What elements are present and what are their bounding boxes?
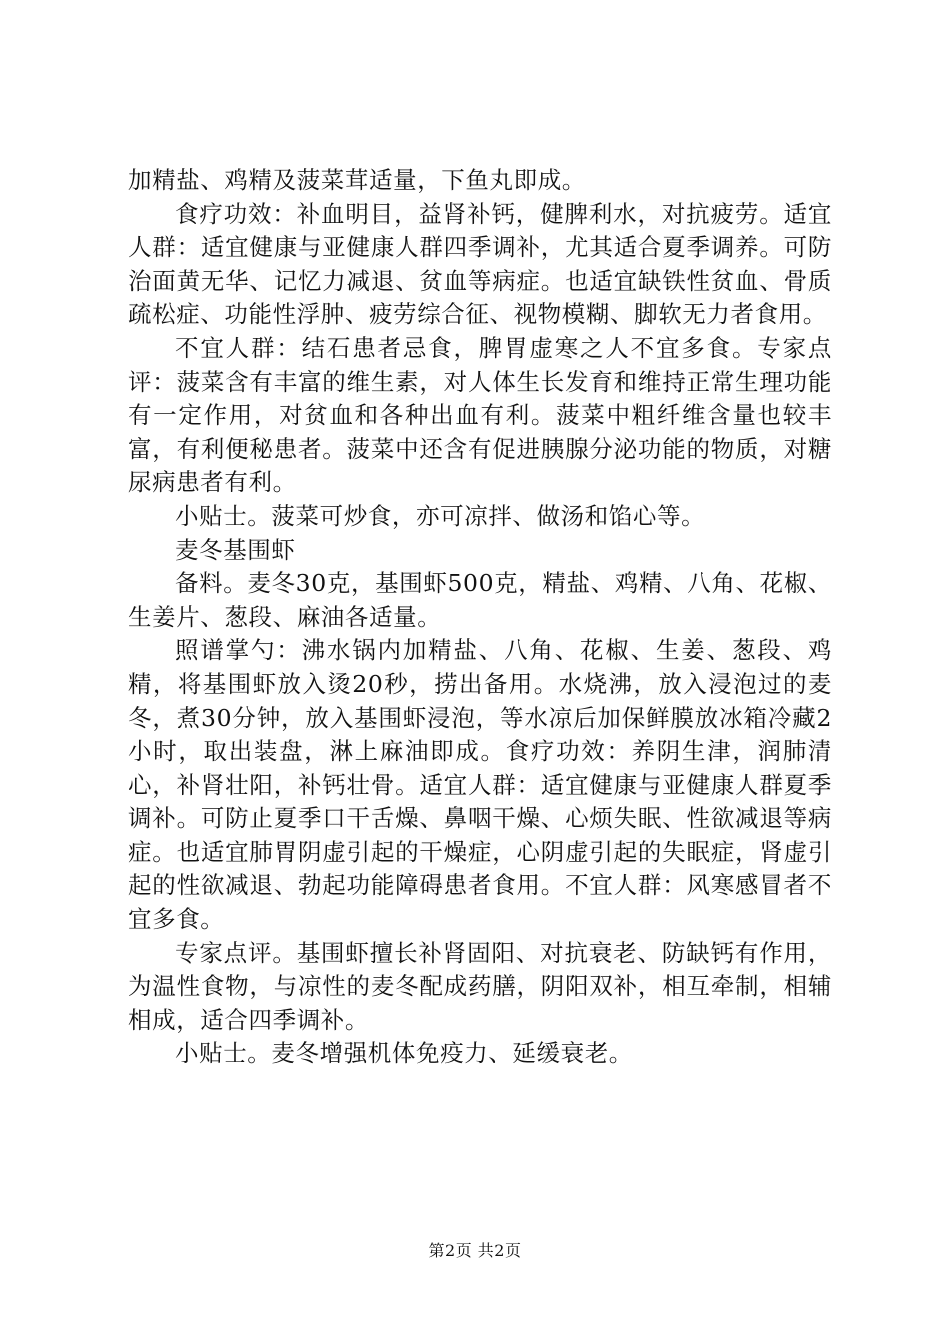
page-number-footer: 第2页 共2页 <box>428 1241 522 1260</box>
paragraph: 食疗功效：补血明目，益肾补钙，健脾利水，对抗疲劳。适宜人群：适宜健康与亚健康人群四季调补，尤其适合夏季调养。可防治面黄无华、记忆力减退、贫血等病症。也适宜缺铁性贫血、骨质疏松症、功能性浮肿、疲劳综合征、视物模糊、脚软无力者食用。 <box>128 199 832 329</box>
document-body <box>128 164 832 1071</box>
paragraph: 备料。麦冬30克，基围虾500克，精盐、鸡精、八角、花椒、生姜片、葱段、麻油各适量。 <box>128 569 832 631</box>
recipe-heading: 麦冬基围虾 <box>175 535 296 564</box>
paragraph: 小贴士。菠菜可炒食，亦可凉拌、做汤和馅心等。 <box>175 501 706 530</box>
paragraph: 照谱掌勺：沸水锅内加精盐、八角、花椒、生姜、葱段、鸡精，将基围虾放入烫20秒，捞出备用。水烧沸，放入浸泡过的麦冬，煮30分钟，放入基围虾浸泡，等水凉后加保鲜膜放冰箱冷藏2小时，取出装盘，淋上麻油即成。食疗功效：养阴生津，润肺清心，补肾壮阳，补钙壮骨。适宜人群：适宜健康与亚健康人群夏季调补。可防止夏季口干舌燥、鼻咽干燥、心烦失眠、性欲减退等病症。也适宜肺胃阴虚引起的干燥症，心阴虚引起的失眠症，肾虚引起的性欲减退、勃起功能障碍患者食用。不宜人群：风寒感冒者不宜多食。 <box>128 636 832 934</box>
paragraph: 小贴士。麦冬增强机体免疫力、延缓衰老。 <box>175 1039 633 1068</box>
paragraph: 不宜人群：结石患者忌食，脾胃虚寒之人不宜多食。专家点评：菠菜含有丰富的维生素，对人体生长发育和维持正常生理功能有一定作用，对贫血和各种出血有利。菠菜中粗纤维含量也较丰富，有利便秘患者。菠菜中还含有促进胰腺分泌功能的物质，对糖尿病患者有利。 <box>128 333 832 497</box>
paragraph: 专家点评。基围虾擅长补肾固阳、对抗衰老、防缺钙有作用，为温性食物，与凉性的麦冬配成药膳，阴阳双补，相互牵制，相辅相成，适合四季调补。 <box>128 938 832 1034</box>
paragraph: 加精盐、鸡精及菠菜茸适量，下鱼丸即成。 <box>128 166 586 194</box>
